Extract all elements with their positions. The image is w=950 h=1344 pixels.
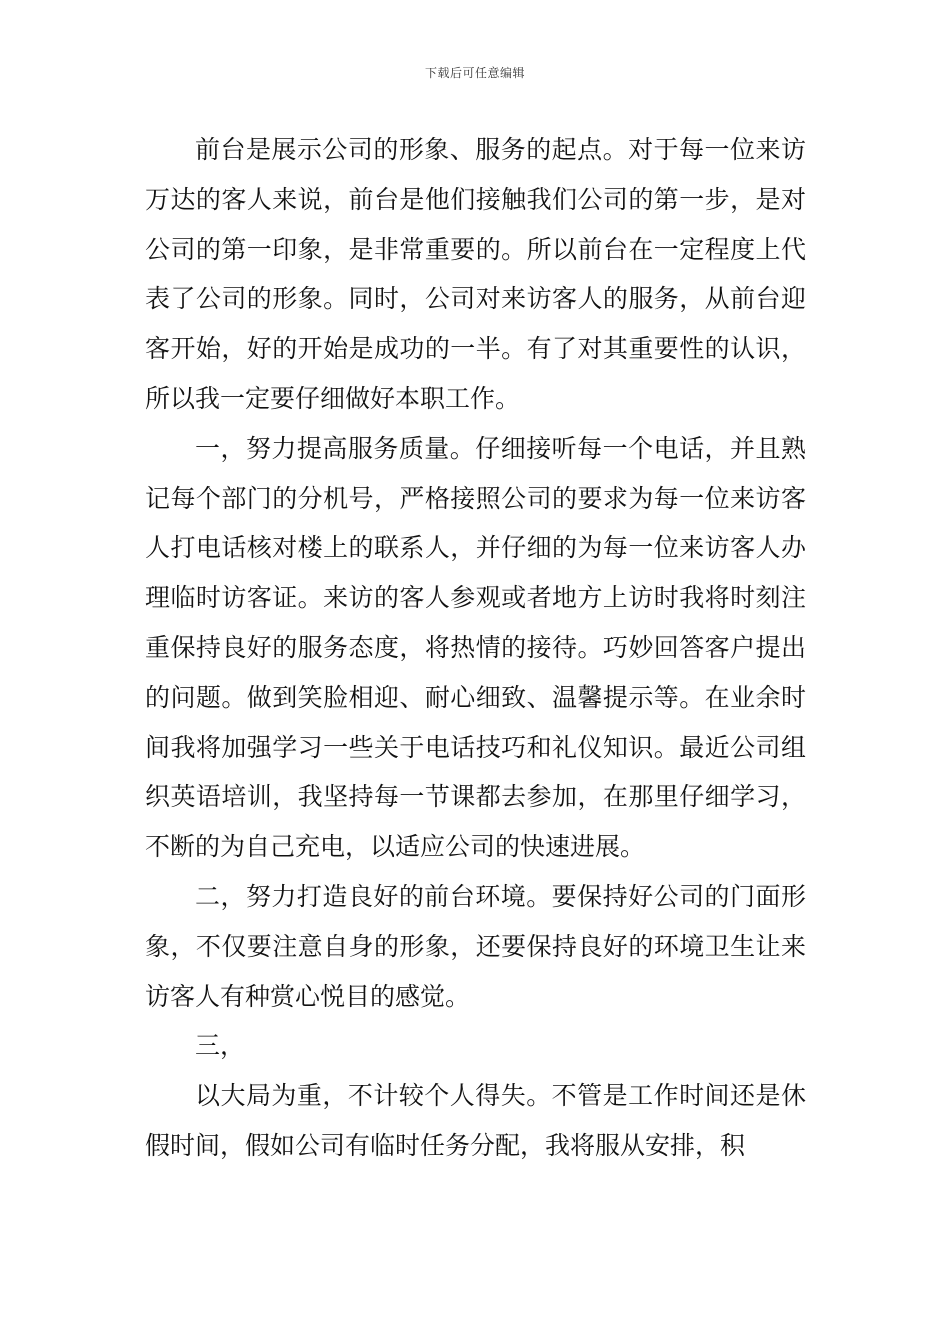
paragraph-heading-three: 三， — [195, 1031, 246, 1061]
paragraph-overall-interest: 以大局为重，不计较个人得失。不管是工作时间还是休假时间，假如公司有临时任务分配，我将服从安排，积 — [145, 1081, 806, 1160]
paragraph-environment: 二，努力打造良好的前台环境。要保持好公司的门面形象，不仅要注意自身的形象，还要保持良好的环境卫生让来访客人有种赏心悦目的感觉。 — [145, 881, 806, 1011]
page-header: 下载后可任意编辑 — [424, 66, 525, 80]
document-body — [145, 125, 806, 1171]
paragraph-service-quality: 一，努力提高服务质量。仔细接听每一个电话，并且熟记每个部门的分机号，严格接照公司的要求为每一位来访客人打电话核对楼上的联系人，并仔细的为每一位来访客人办理临时访客证。来访的客人参观或者地方上访时我将时刻注重保持良好的服务态度，将热情的接待。巧妙回答客户提出的问题。做到笑脸相迎、耐心细致、温馨提示等。在业余时间我将加强学习一些关于电话技巧和礼仪知识。最近公司组织英语培训，我坚持每一节课都去参加，在那里仔细学习，不断的为自己充电，以适应公司的快速进展。 — [145, 433, 806, 862]
paragraph-intro: 前台是展示公司的形象、服务的起点。对于每一位来访万达的客人来说，前台是他们接触我们公司的第一步，是对公司的第一印象，是非常重要的。所以前台在一定程度上代表了公司的形象。同时，公司对来访客人的服务，从前台迎客开始，好的开始是成功的一半。有了对其重要性的认识，所以我一定要仔细做好本职工作。 — [145, 135, 806, 413]
